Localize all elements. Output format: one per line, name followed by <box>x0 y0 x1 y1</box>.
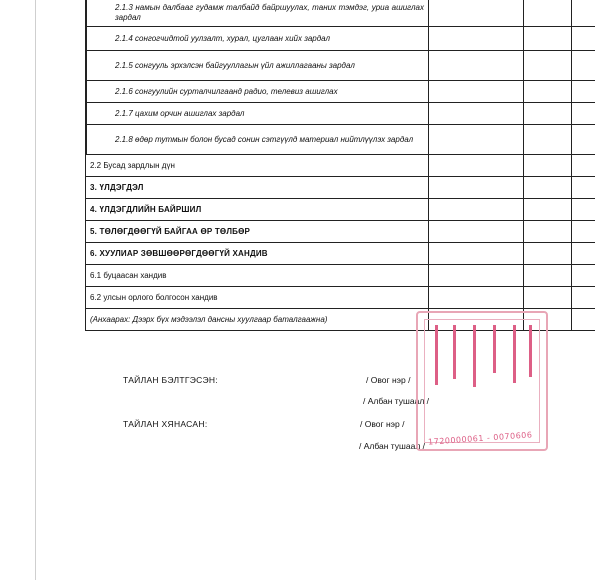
seal-script-column <box>432 325 440 395</box>
table-row <box>86 51 595 81</box>
value-cell <box>429 125 524 155</box>
seal-script-column <box>490 325 498 395</box>
row-label: 2.2 Бусад зардлын дүн <box>86 155 429 177</box>
value-cell <box>572 309 595 331</box>
value-cell <box>524 177 572 199</box>
value-cell <box>572 51 595 81</box>
table-row <box>86 125 595 155</box>
page-margin-line <box>35 0 36 580</box>
value-cell <box>429 0 524 27</box>
table-row <box>86 177 595 199</box>
value-cell <box>524 0 572 27</box>
value-cell <box>429 27 524 51</box>
value-cell <box>524 125 572 155</box>
row-label: 2.1.3 намын далбааг гудамж талбайд байршуулах, таних тэмдэг, уриа ашиглах зардал <box>86 0 429 27</box>
row-label: 5. ТӨЛӨГДӨӨГҮЙ БАЙГАА ӨР ТӨЛБӨР <box>86 221 429 243</box>
row-label: 2.1.8 өдөр тутмын болон бусад сонин сэтгүүлд материал нийтлүүлэх зардал <box>86 125 429 155</box>
value-cell <box>429 287 524 309</box>
seal-script-column <box>450 325 458 395</box>
seal-script-column <box>510 325 518 395</box>
value-cell <box>429 265 524 287</box>
value-cell <box>429 221 524 243</box>
seal-inner-border <box>424 319 540 443</box>
prepared-position: / Албан тушаал / <box>363 396 430 406</box>
value-cell <box>572 125 595 155</box>
table-row <box>86 0 595 27</box>
row-label: 6.2 улсын орлого болгосон хандив <box>86 287 429 309</box>
table-row <box>86 221 595 243</box>
value-cell <box>524 287 572 309</box>
value-cell <box>524 265 572 287</box>
value-cell <box>572 265 595 287</box>
value-cell <box>429 243 524 265</box>
official-seal-stamp <box>416 311 548 451</box>
value-cell <box>429 177 524 199</box>
value-cell <box>429 155 524 177</box>
value-cell <box>572 243 595 265</box>
seal-script-column <box>470 325 478 395</box>
table-row <box>86 243 595 265</box>
table-row <box>86 155 595 177</box>
value-cell <box>572 155 595 177</box>
seal-registration-number: 1720000061 - 0070606 <box>427 430 533 447</box>
value-cell <box>572 287 595 309</box>
value-cell <box>572 0 595 27</box>
report-reviewed-label: ТАЙЛАН ХЯНАСАН: <box>123 419 208 429</box>
seal-script-column <box>526 325 534 395</box>
value-cell <box>524 199 572 221</box>
table-row <box>86 81 595 103</box>
value-cell <box>572 103 595 125</box>
value-cell <box>572 177 595 199</box>
row-label: 2.1.6 сонгуулийн сурталчилгаанд радио, телевиз ашиглах <box>86 81 429 103</box>
value-cell <box>524 243 572 265</box>
value-cell <box>524 155 572 177</box>
row-label: 4. ҮЛДЭГДЛИЙН БАЙРШИЛ <box>86 199 429 221</box>
row-label: 6. ХУУЛИАР ЗӨВШӨӨРӨГДӨӨГҮЙ ХАНДИВ <box>86 243 429 265</box>
value-cell <box>429 51 524 81</box>
value-cell <box>429 103 524 125</box>
table-row <box>86 287 595 309</box>
table-row <box>86 103 595 125</box>
value-cell <box>524 27 572 51</box>
row-label: 2.1.7 цахим орчин ашиглах зардал <box>86 103 429 125</box>
table-row <box>86 265 595 287</box>
value-cell <box>572 199 595 221</box>
value-cell <box>524 51 572 81</box>
value-cell <box>524 103 572 125</box>
row-label: 3. ҮЛДЭГДЭЛ <box>86 177 429 199</box>
value-cell <box>524 81 572 103</box>
row-label: (Анхаарах: Дээрх бүх мэдээлэл дансны хуулгаар баталгаажна) <box>86 309 429 331</box>
prepared-surname-name: / Овог нэр / <box>366 375 411 385</box>
reviewed-position: / Албан тушаал / <box>359 441 426 451</box>
table-row <box>86 199 595 221</box>
table-row <box>86 27 595 51</box>
value-cell <box>572 27 595 51</box>
row-label: 2.1.4 сонгогчидтой уулзалт, хурал, цуглаан хийх зардал <box>86 27 429 51</box>
value-cell <box>572 81 595 103</box>
row-label: 6.1 буцаасан хандив <box>86 265 429 287</box>
report-prepared-label: ТАЙЛАН БЭЛТГЭСЭН: <box>123 375 218 385</box>
row-label: 2.1.5 сонгууль эрхэлсэн байгууллагын үйл ажиллагааны зардал <box>86 51 429 81</box>
expense-report-table <box>85 0 595 331</box>
reviewed-surname-name: / Овог нэр / <box>360 419 405 429</box>
value-cell <box>572 221 595 243</box>
value-cell <box>524 221 572 243</box>
value-cell <box>429 199 524 221</box>
value-cell <box>429 81 524 103</box>
